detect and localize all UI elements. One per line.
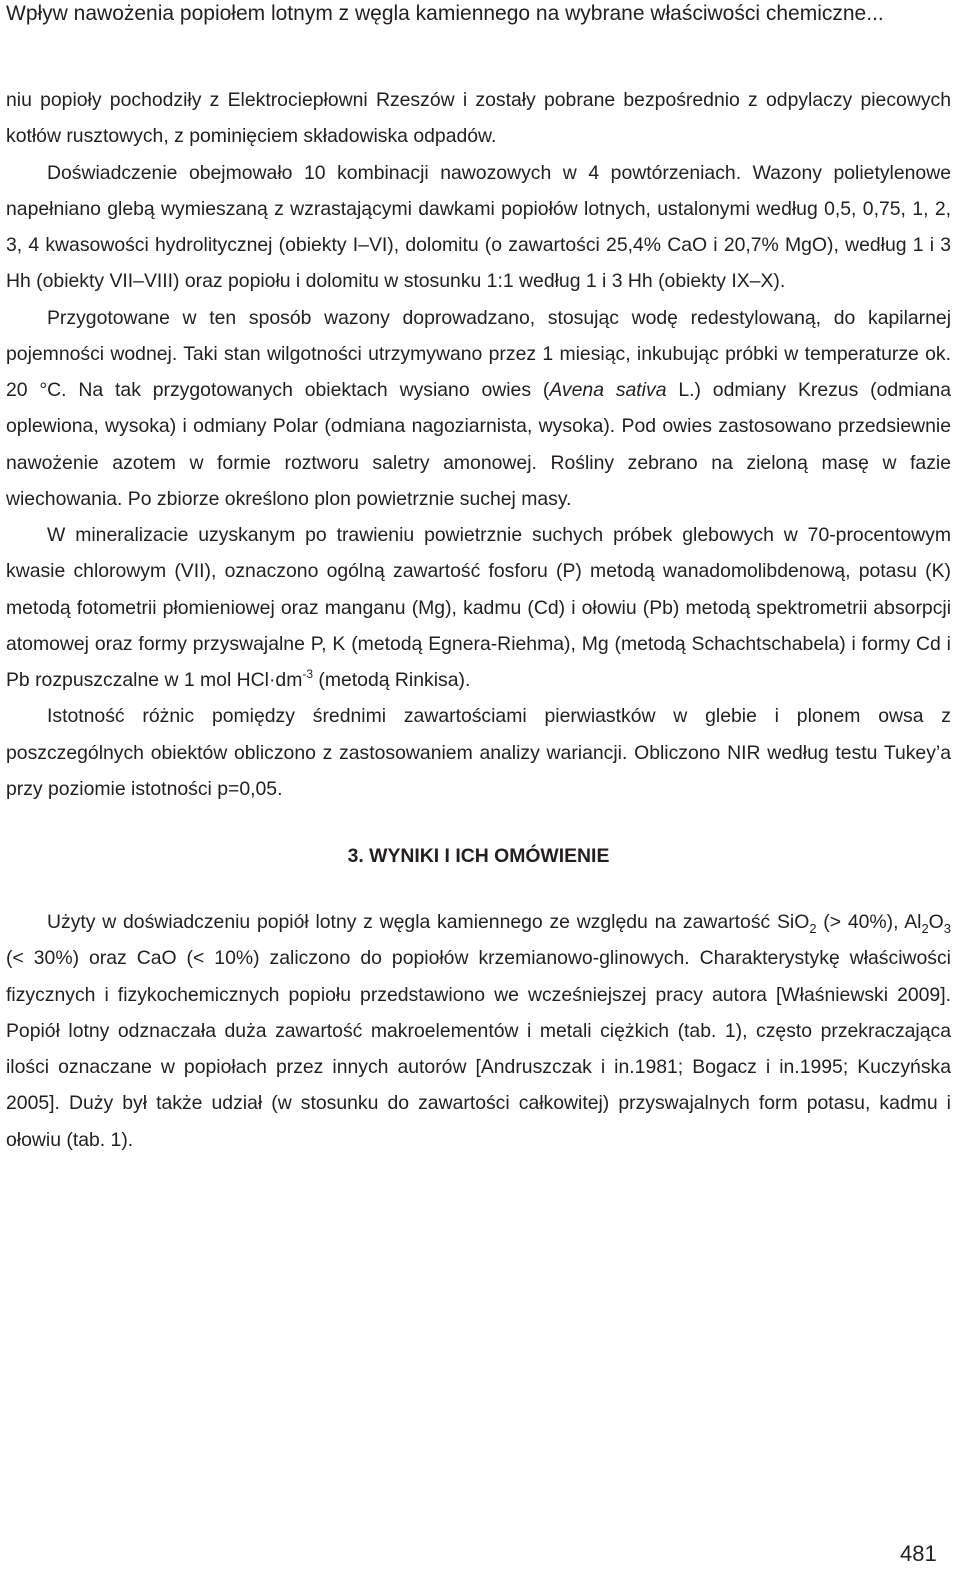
paragraph-statistics: Istotność różnic pomiędzy średnimi zawartościami pierwiastków w glebie i plonem owsa z poszczególnych obiektów obliczono z zastosowaniem analizy wariancji. Obliczono NIR według testu Tukey’a przy poziomie istotności p=0,05.	[6, 705, 951, 800]
section-heading: 3. WYNIKI I ICH OMÓWIENIE	[347, 845, 610, 867]
paragraph-analysis-methods	[6, 517, 951, 698]
paragraph-experiment-design: Doświadczenie obejmowało 10 kombinacji nawozowych w 4 powtórzeniach. Wazony polietylenowe napełniano glebą wymieszaną z wzrastającymi dawkami popiołów lotnych, ustalonymi według 0,5, 0,75, 1, 2, 3, 4 kwasowości hydrolitycznej (obiekty I–VI), dolomitu (o zawartości 25,4% CaO i 20,7% MgO), według 1 i 3 Hh (obiekty VII–VIII) oraz popiołu i dolomitu w stosunku 1:1 według 1 i 3 Hh (obiekty IX–X).	[6, 161, 951, 293]
page-number: 481	[900, 1541, 937, 1566]
paragraph-pot-preparation	[6, 300, 951, 518]
running-title: Wpływ nawożenia popiołem lotnym z węgla kamiennego na wybrane właściwości chemiczne...	[6, 2, 884, 25]
paragraph-text: (> 40%), Al	[816, 911, 922, 933]
paragraph-text: Przygotowane w ten sposób wazony doprowadzano, stosując wodę redestylowaną, do kapilarnej pojemności wodnej. Taki stan wilgotności utrzymywano przez 1 miesiąc, inkubując próbki w temperaturze ok. 20 °C. Na tak przygotowanych obiektach wysiano owies (	[6, 306, 951, 401]
paragraph-text: O	[928, 911, 944, 933]
paragraph-text: Użyty w doświadczeniu popiół lotny z węgla kamiennego ze względu na zawartość SiO	[47, 911, 810, 933]
paragraph-text: (< 30%) oraz CaO (< 10%) zaliczono do popiołów krzemianowo-glinowych. Charakterystykę właściwości fizycznych i fizykochemicznych popiołu przedstawiono we wcześniejszej pracy autora [Właśniewski 2009]. Popiół lotny odznaczała duża zawartość makroelementów i metali ciężkich (tab. 1), często przekraczająca ilości oznaczane w popiołach przez innych autorów [Andruszczak i in.1981; Bogacz i in.1995; Kuczyńska 2005]. Duży był także udział (w stosunku do zawartości całkowitej) przyswajalnych form potasu, kadmu i ołowiu (tab. 1).	[6, 947, 951, 1151]
superscript: -3	[302, 667, 314, 681]
paragraph-results	[6, 904, 951, 1158]
paragraph-text: W mineralizacie uzyskanym po trawieniu powietrznie suchych próbek glebowych w 70-procentowym kwasie chlorowym (VII), oznaczono ogólną zawartość fosforu (P) metodą wanadomolibdenową, potasu (K) metodą fotometrii płomieniowej oraz manganu (Mg), kadmu (Cd) i ołowiu (Pb) metodą spektrometrii absorpcji atomowej oraz formy przyswajalne P, K (metodą Egnera-Riehma), Mg (metodą Schachtschabela) i formy Cd i Pb rozpuszczalne w 1 mol HCl·dm	[6, 524, 951, 691]
subscript: 3	[943, 921, 951, 936]
article-body	[6, 82, 951, 1158]
subscript: 2	[809, 921, 817, 936]
paragraph-text: (metodą Rinkisa).	[313, 669, 471, 691]
paragraph-ash-source: niu popioły pochodziły z Elektrociepłowni Rzeszów i zostały pobrane bezpośrednio z odpylaczy piecowych kotłów rusztowych, z pominięciem składowiska odpadów.	[6, 89, 951, 148]
subscript: 2	[921, 921, 929, 936]
paragraph-text: L.) odmiany Krezus (odmiana oplewiona, wysoka) i odmiany Polar (odmiana nagoziarnista, wysoka). Pod owies zastosowano przedsiewnie nawożenie azotem w formie roztworu saletry amonowej. Rośliny zebrano na zieloną masę w fazie wiechowania. Po zbiorze określono plon powietrznie suchej masy.	[6, 379, 951, 510]
species-name: Avena sativa	[549, 379, 667, 401]
